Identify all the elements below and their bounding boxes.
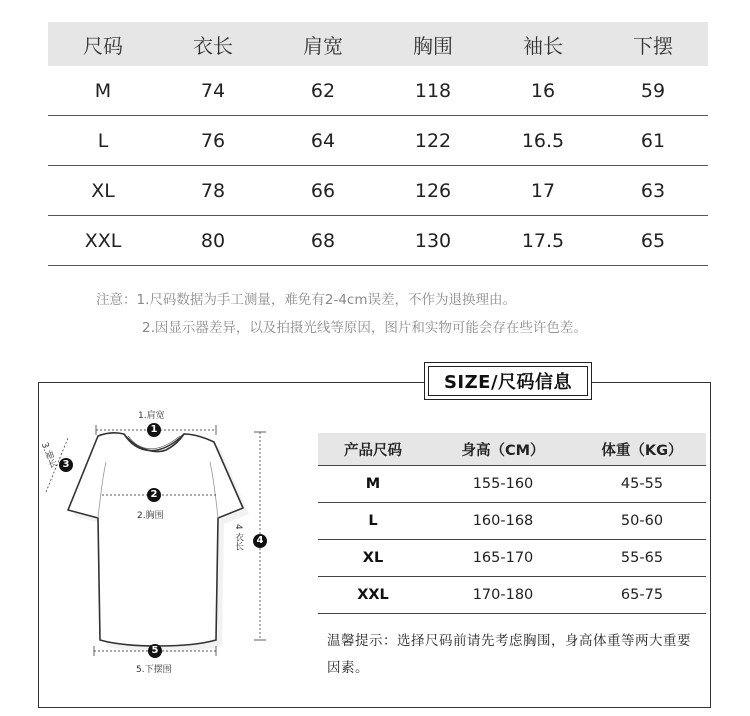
size-info-title: SIZE/尺码信息 xyxy=(428,366,588,396)
table-cell: 65 xyxy=(640,229,666,252)
table-cell: 62 xyxy=(310,79,336,102)
table-cell: 50-60 xyxy=(620,513,664,529)
fit-table xyxy=(318,433,706,614)
size-table xyxy=(48,22,708,266)
header-weight: 体重（KG） xyxy=(601,442,683,459)
table-cell: M xyxy=(365,476,381,492)
table-row xyxy=(318,466,706,503)
header-hem: 下摆 xyxy=(633,33,673,58)
table-cell: 118 xyxy=(414,79,452,102)
header-sleeve: 袖长 xyxy=(523,33,563,58)
shirt-diagram xyxy=(40,400,280,680)
header-product-size: 产品尺码 xyxy=(344,442,402,459)
table-cell: 165-170 xyxy=(472,550,534,566)
table-cell: 76 xyxy=(200,129,226,152)
marker-1: 1 xyxy=(147,423,161,437)
table-cell: 68 xyxy=(310,229,336,252)
table-cell: 130 xyxy=(414,229,452,252)
table-cell: 65-75 xyxy=(620,587,664,603)
table-row xyxy=(48,216,708,266)
shoulder-label: 1.肩宽 xyxy=(138,411,165,421)
table-cell: 78 xyxy=(200,179,226,202)
header-length: 衣长 xyxy=(193,33,233,58)
table-cell: 64 xyxy=(310,129,336,152)
table-cell: 160-168 xyxy=(472,513,534,529)
length-label: 4 衣长 xyxy=(233,524,243,551)
table-cell: M xyxy=(94,79,112,102)
table-cell: XXL xyxy=(84,229,122,252)
table-cell: 74 xyxy=(200,79,226,102)
table-cell: 61 xyxy=(640,129,666,152)
table-cell: L xyxy=(368,513,378,529)
marker-5: 5 xyxy=(148,644,162,658)
table-cell: 155-160 xyxy=(472,476,534,492)
table-row xyxy=(48,166,708,216)
table-row xyxy=(318,577,706,614)
table-cell: XXL xyxy=(357,587,389,603)
table-cell: 63 xyxy=(640,179,666,202)
table-row xyxy=(48,116,708,166)
table-cell: 66 xyxy=(310,179,336,202)
table-cell: 80 xyxy=(200,229,226,252)
header-height: 身高（CM） xyxy=(461,442,545,459)
table-cell: XL xyxy=(91,179,115,202)
table-row xyxy=(48,66,708,116)
table-cell: 170-180 xyxy=(472,587,534,603)
header-size: 尺码 xyxy=(83,33,123,58)
measurement-note: 注意：1.尺码数据为手工测量，难免有2-4cm误差，不作为退换理由。 xyxy=(96,292,517,308)
table-cell: 16 xyxy=(530,79,556,102)
table-row xyxy=(318,503,706,540)
table-row xyxy=(318,540,706,577)
marker-3: 3 xyxy=(59,458,73,472)
table-cell: XL xyxy=(362,550,384,566)
table-cell: 55-65 xyxy=(620,550,664,566)
chest-label: 2.胸围 xyxy=(137,511,164,521)
marker-2: 2 xyxy=(147,488,161,502)
size-info-badge xyxy=(424,362,592,400)
fit-table-header xyxy=(318,433,706,466)
table-cell: 59 xyxy=(640,79,666,102)
header-shoulder: 肩宽 xyxy=(303,33,343,58)
size-tip: 温馨提示：选择尺码前请先考虑胸围，身高体重等两大重要因素。 xyxy=(327,633,691,676)
marker-4: 4 xyxy=(253,534,267,548)
table-cell: L xyxy=(97,129,109,152)
header-chest: 胸围 xyxy=(413,33,453,58)
color-note: 2.因显示器差异，以及拍摄光线等原因，图片和实物可能会存在些许色差。 xyxy=(142,320,587,336)
table-cell: 45-55 xyxy=(620,476,664,492)
table-cell: 126 xyxy=(414,179,452,202)
hem-label: 5.下摆围 xyxy=(136,665,172,675)
table-cell: 16.5 xyxy=(521,129,565,152)
table-cell: 17 xyxy=(530,179,556,202)
size-table-header xyxy=(48,22,708,66)
sleeve-label: 3.袖长 xyxy=(38,441,58,470)
table-cell: 17.5 xyxy=(521,229,565,252)
table-cell: 122 xyxy=(414,129,452,152)
